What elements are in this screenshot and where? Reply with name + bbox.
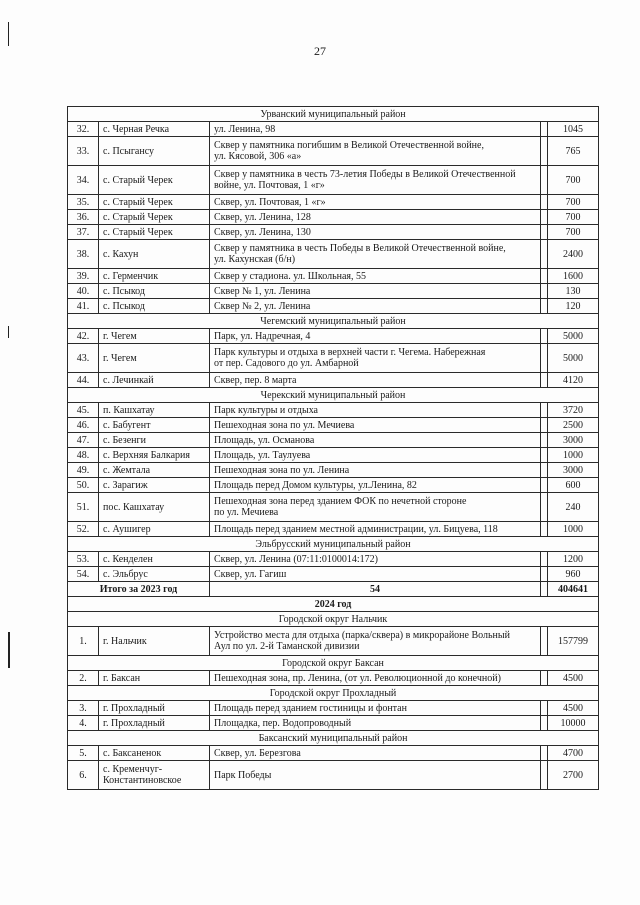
- object-description: Сквер, ул. Гагиш: [210, 567, 541, 582]
- object-description: [210, 627, 541, 656]
- object-description: Сквер, ул. Ленина, 128: [210, 210, 541, 225]
- place-name: с. Аушигер: [99, 522, 210, 537]
- object-description: Площадь перед Домом культуры, ул.Ленина, 82: [210, 478, 541, 493]
- row-number: 50.: [68, 478, 99, 493]
- place-name: с. Эльбрус: [99, 567, 210, 582]
- place-name: с. Черная Речка: [99, 122, 210, 137]
- row-number: 5.: [68, 746, 99, 761]
- area-value: 2500: [548, 418, 599, 433]
- row-number: 4.: [68, 716, 99, 731]
- column-gap: [541, 403, 548, 418]
- place-name: с. Зарагиж: [99, 478, 210, 493]
- table-row: [68, 478, 599, 493]
- object-description: Площадь перед зданием местной администрации, ул. Бицуева, 118: [210, 522, 541, 537]
- place-name: с. Старый Черек: [99, 210, 210, 225]
- column-gap: [541, 418, 548, 433]
- place-name: с. Герменчик: [99, 269, 210, 284]
- area-value: 1000: [548, 522, 599, 537]
- section-heading: Городской округ Баксан: [68, 656, 599, 671]
- place-name: с. Старый Черек: [99, 195, 210, 210]
- table-row: [68, 225, 599, 240]
- row-number: 36.: [68, 210, 99, 225]
- row-number: 3.: [68, 701, 99, 716]
- column-gap: [541, 627, 548, 656]
- section-heading: Черекский муниципальный район: [68, 388, 599, 403]
- object-description: [210, 166, 541, 195]
- place-name: с. Кахун: [99, 240, 210, 269]
- area-value: 3000: [548, 433, 599, 448]
- place-name-line-1: с. Кременчуг-: [103, 764, 163, 775]
- section-row: [68, 537, 599, 552]
- column-gap: [541, 284, 548, 299]
- object-description: Сквер № 2, ул. Ленина: [210, 299, 541, 314]
- section-heading: Эльбрусский муниципальный район: [68, 537, 599, 552]
- place-name: г. Прохладный: [99, 701, 210, 716]
- column-gap: [541, 478, 548, 493]
- place-name: с. Безенги: [99, 433, 210, 448]
- area-value: 130: [548, 284, 599, 299]
- column-gap: [541, 433, 548, 448]
- column-gap: [541, 463, 548, 478]
- place-name-line-2: Константиновское: [103, 775, 182, 786]
- place-name: г. Нальчик: [99, 627, 210, 656]
- area-value: 3000: [548, 463, 599, 478]
- row-number: 1.: [68, 627, 99, 656]
- object-description: Сквер, пер. 8 марта: [210, 373, 541, 388]
- object-description-line-2: ул. Кясовой, 306 «а»: [214, 151, 302, 162]
- area-value: 157799: [548, 627, 599, 656]
- year-heading: 2024 год: [68, 597, 599, 612]
- row-number: 37.: [68, 225, 99, 240]
- area-value: 1600: [548, 269, 599, 284]
- section-heading: Городской округ Прохладный: [68, 686, 599, 701]
- area-value: 700: [548, 166, 599, 195]
- column-gap: [541, 225, 548, 240]
- table-row: [68, 418, 599, 433]
- area-value: 600: [548, 478, 599, 493]
- table-row: [68, 210, 599, 225]
- column-gap: [541, 269, 548, 284]
- left-edge-mark: [8, 22, 9, 46]
- object-description-line-1: Сквер у памятника в честь Победы в Великой Отечественной войне,: [214, 243, 506, 254]
- area-value: 4700: [548, 746, 599, 761]
- area-value: 120: [548, 299, 599, 314]
- section-row: [68, 731, 599, 746]
- year-row: [68, 597, 599, 612]
- object-description-line-1: Устройство места для отдыха (парка/сквера) в микрорайоне Вольный: [214, 630, 510, 641]
- section-row: [68, 686, 599, 701]
- column-gap: [541, 552, 548, 567]
- row-number: 2.: [68, 671, 99, 686]
- place-name: пос. Кашхатау: [99, 493, 210, 522]
- left-edge-mark: [8, 326, 9, 338]
- object-description-line-2: Аул по ул. 2-й Таманской дивизии: [214, 641, 360, 652]
- column-gap: [541, 137, 548, 166]
- object-description: Пешеходная зона по ул. Мечиева: [210, 418, 541, 433]
- row-number: 43.: [68, 344, 99, 373]
- column-gap: [541, 493, 548, 522]
- area-value: 10000: [548, 716, 599, 731]
- object-description: Площадь перед зданием гостиницы и фонтан: [210, 701, 541, 716]
- column-gap: [541, 716, 548, 731]
- table-row: [68, 761, 599, 790]
- section-heading: Баксанский муниципальный район: [68, 731, 599, 746]
- row-number: 44.: [68, 373, 99, 388]
- object-description-line-2: по ул. Мечиева: [214, 507, 279, 518]
- table-row: [68, 344, 599, 373]
- table-row: [68, 716, 599, 731]
- column-gap: [541, 329, 548, 344]
- area-value: 700: [548, 195, 599, 210]
- object-description: Сквер, ул. Ленина, 130: [210, 225, 541, 240]
- column-gap: [541, 701, 548, 716]
- object-description: Сквер, ул. Березгова: [210, 746, 541, 761]
- area-value: 3720: [548, 403, 599, 418]
- object-description: Сквер, ул. Почтовая, 1 «г»: [210, 195, 541, 210]
- column-gap: [541, 746, 548, 761]
- object-description-line-1: Парк культуры и отдыха в верхней части г. Чегема. Набережная: [214, 347, 486, 358]
- total-value: 404641: [548, 582, 599, 597]
- row-number: 46.: [68, 418, 99, 433]
- row-number: 33.: [68, 137, 99, 166]
- table-row: [68, 329, 599, 344]
- row-number: 6.: [68, 761, 99, 790]
- column-gap: [541, 166, 548, 195]
- place-name: [99, 761, 210, 790]
- place-name: с. Старый Черек: [99, 225, 210, 240]
- column-gap: [541, 448, 548, 463]
- left-edge-mark: [8, 632, 10, 668]
- row-number: 42.: [68, 329, 99, 344]
- object-description: Парк культуры и отдыха: [210, 403, 541, 418]
- place-name: п. Кашхатау: [99, 403, 210, 418]
- object-description-line-1: Пешеходная зона перед зданием ФОК по нечетной стороне: [214, 496, 467, 507]
- row-number: 49.: [68, 463, 99, 478]
- table-row: [68, 567, 599, 582]
- object-description: Пешеходная зона, пр. Ленина, (от ул. Революционной до конечной): [210, 671, 541, 686]
- total-row: [68, 582, 599, 597]
- page-number: 27: [314, 44, 326, 58]
- table-row: [68, 373, 599, 388]
- area-value: 1000: [548, 448, 599, 463]
- table-row: [68, 433, 599, 448]
- table-row: [68, 746, 599, 761]
- row-number: 54.: [68, 567, 99, 582]
- object-description-line-1: Сквер у памятника в честь 73-летия Победы в Великой Отечественной: [214, 169, 516, 180]
- object-description: Сквер у стадиона. ул. Школьная, 55: [210, 269, 541, 284]
- column-gap: [541, 122, 548, 137]
- places-table: [67, 106, 599, 790]
- table-row: [68, 627, 599, 656]
- area-value: 4120: [548, 373, 599, 388]
- table-row: [68, 166, 599, 195]
- object-description: [210, 240, 541, 269]
- section-row: [68, 656, 599, 671]
- area-value: 700: [548, 210, 599, 225]
- table-row: [68, 448, 599, 463]
- area-value: 1045: [548, 122, 599, 137]
- table-row: [68, 284, 599, 299]
- table-row: [68, 671, 599, 686]
- place-name: с. Псыкод: [99, 299, 210, 314]
- row-number: 48.: [68, 448, 99, 463]
- object-description: [210, 344, 541, 373]
- table-row: [68, 269, 599, 284]
- section-heading: Урванский муниципальный район: [68, 107, 599, 122]
- area-value: 4500: [548, 701, 599, 716]
- place-name: с. Псыкод: [99, 284, 210, 299]
- table-row: [68, 195, 599, 210]
- section-heading: Городской округ Нальчик: [68, 612, 599, 627]
- place-name: с. Кенделен: [99, 552, 210, 567]
- table-row: [68, 299, 599, 314]
- table-row: [68, 122, 599, 137]
- object-description-line-1: Сквер у памятника погибшим в Великой Отечественной войне,: [214, 140, 484, 151]
- object-description-line-2: ул. Кахунская (б/н): [214, 254, 296, 265]
- object-description: Пешеходная зона по ул. Ленина: [210, 463, 541, 478]
- section-row: [68, 107, 599, 122]
- row-number: 47.: [68, 433, 99, 448]
- column-gap: [541, 582, 548, 597]
- object-description: Парк, ул. Надречная, 4: [210, 329, 541, 344]
- row-number: 39.: [68, 269, 99, 284]
- object-description: Площадка, пер. Водопроводный: [210, 716, 541, 731]
- row-number: 45.: [68, 403, 99, 418]
- column-gap: [541, 344, 548, 373]
- total-count: 54: [210, 582, 541, 597]
- object-description: Сквер, ул. Ленина (07:11:0100014:172): [210, 552, 541, 567]
- area-value: 1200: [548, 552, 599, 567]
- object-description: Площадь, ул. Османова: [210, 433, 541, 448]
- object-description: [210, 137, 541, 166]
- place-name: г. Баксан: [99, 671, 210, 686]
- area-value: 765: [548, 137, 599, 166]
- total-label: Итого за 2023 год: [68, 582, 210, 597]
- area-value: 5000: [548, 344, 599, 373]
- table-row: [68, 137, 599, 166]
- place-name: г. Прохладный: [99, 716, 210, 731]
- column-gap: [541, 373, 548, 388]
- section-heading: Чегемский муниципальный район: [68, 314, 599, 329]
- area-value: 240: [548, 493, 599, 522]
- object-description: Парк Победы: [210, 761, 541, 790]
- section-row: [68, 314, 599, 329]
- table-row: [68, 522, 599, 537]
- table-row: [68, 403, 599, 418]
- section-row: [68, 388, 599, 403]
- object-description-line-2: войне, ул. Почтовая, 1 «г»: [214, 180, 325, 191]
- place-name: с. Лечинкай: [99, 373, 210, 388]
- column-gap: [541, 240, 548, 269]
- place-name: с. Жемтала: [99, 463, 210, 478]
- row-number: 51.: [68, 493, 99, 522]
- place-name: с. Верхняя Балкария: [99, 448, 210, 463]
- place-name: с. Псыгансу: [99, 137, 210, 166]
- column-gap: [541, 671, 548, 686]
- row-number: 38.: [68, 240, 99, 269]
- object-description: Площадь, ул. Таулуева: [210, 448, 541, 463]
- object-description-line-2: от пер. Садового до ул. Амбарной: [214, 358, 359, 369]
- column-gap: [541, 210, 548, 225]
- table-row: [68, 240, 599, 269]
- object-description: [210, 493, 541, 522]
- table-row: [68, 493, 599, 522]
- row-number: 52.: [68, 522, 99, 537]
- column-gap: [541, 761, 548, 790]
- row-number: 32.: [68, 122, 99, 137]
- table-row: [68, 701, 599, 716]
- table-row: [68, 552, 599, 567]
- column-gap: [541, 195, 548, 210]
- place-name: г. Чегем: [99, 344, 210, 373]
- area-value: 700: [548, 225, 599, 240]
- place-name: с. Баксаненок: [99, 746, 210, 761]
- row-number: 40.: [68, 284, 99, 299]
- area-value: 2700: [548, 761, 599, 790]
- object-description: Сквер № 1, ул. Ленина: [210, 284, 541, 299]
- column-gap: [541, 522, 548, 537]
- row-number: 41.: [68, 299, 99, 314]
- place-name: с. Старый Черек: [99, 166, 210, 195]
- section-row: [68, 612, 599, 627]
- column-gap: [541, 299, 548, 314]
- place-name: с. Бабугент: [99, 418, 210, 433]
- column-gap: [541, 567, 548, 582]
- area-value: 960: [548, 567, 599, 582]
- area-value: 5000: [548, 329, 599, 344]
- area-value: 2400: [548, 240, 599, 269]
- table-row: [68, 463, 599, 478]
- place-name: г. Чегем: [99, 329, 210, 344]
- object-description: ул. Ленина, 98: [210, 122, 541, 137]
- row-number: 53.: [68, 552, 99, 567]
- row-number: 35.: [68, 195, 99, 210]
- area-value: 4500: [548, 671, 599, 686]
- row-number: 34.: [68, 166, 99, 195]
